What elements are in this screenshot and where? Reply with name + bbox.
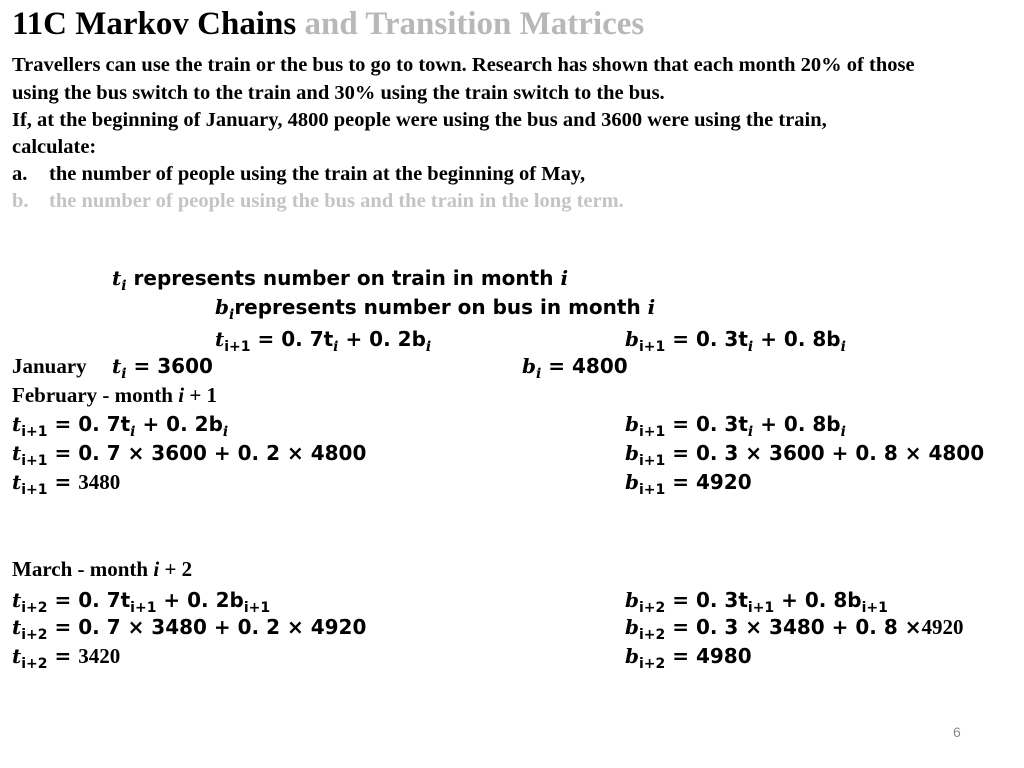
march-bus-result: $b_{i+2} = 4980$ bbox=[625, 644, 752, 672]
february-train-substitution: $t_{i+1} = 0$. 7 × 3600 + 0. 2 × 4800 bbox=[12, 441, 367, 469]
january-label: January bbox=[12, 354, 87, 378]
january-bus: $b_i = 4800$ bbox=[522, 354, 628, 382]
list-item-b-label: b. bbox=[12, 190, 29, 212]
list-item-a-label: a. bbox=[12, 163, 28, 185]
list-item-a-text: the number of people using the train at the beginning of May, bbox=[49, 163, 586, 185]
march-train-substitution: $t_{i+2} = 0$. 7 × 3480 + 0. 2 × 4920 bbox=[12, 615, 367, 643]
february-train-formula: $t_{i+1} = 0$. $7t_i + 0$. $2b_i$ bbox=[12, 412, 229, 440]
title-main: 11C Markov Chains bbox=[12, 6, 297, 42]
problem-line-3: If, at the beginning of January, 4800 people were using the bus and 3600 were using the train, bbox=[12, 109, 827, 131]
march-bus-formula: $b_{i+2} = 0$. $3t_{i+1} + 0$. $8b_{i+1}$ bbox=[625, 588, 888, 616]
title-sub: and Transition Matrices bbox=[304, 6, 645, 42]
january-train: $t_i = 3600$ bbox=[112, 354, 213, 382]
problem-line-4: calculate: bbox=[12, 136, 97, 158]
february-bus-formula: $b_{i+1} = 0$. $3t_i + 0$. $8b_i$ bbox=[625, 412, 846, 440]
recurrence-bus: $b_{i+1} = 0$. $3t_i + 0$. $8b_i$ bbox=[625, 327, 846, 355]
february-bus-substitution: $b_{i+1} = 0$. 3 × 3600 + 0. 8 × 4800 bbox=[625, 441, 985, 469]
february-label: February - month i + 1 bbox=[12, 383, 218, 407]
list-item-b bbox=[12, 188, 624, 215]
page-number: 6 bbox=[953, 724, 961, 740]
list-item-a bbox=[12, 161, 585, 188]
february-train-result: $t_{i+1} = 3480$ bbox=[12, 470, 121, 498]
problem-line-1: Travellers can use the train or the bus to go to town. Research has shown that each month 20% of those bbox=[12, 54, 915, 76]
problem-line-2: using the bus switch to the train and 30% using the train switch to the bus. bbox=[12, 82, 665, 104]
def-bus: $b_irepresents$ number on bus in month i bbox=[215, 295, 656, 323]
february-bus-result: $b_{i+1} = 4920$ bbox=[625, 470, 752, 498]
march-train-result: $t_{i+2} = 3420$ bbox=[12, 644, 121, 672]
slide-title bbox=[12, 6, 644, 43]
march-train-formula: $t_{i+2} = 0$. $7t_{i+1} + 0$. $2b_{i+1}$ bbox=[12, 588, 271, 616]
march-bus-substitution: $b_{i+2} = 0$. 3 × 3480 + 0. 8 ×4920 bbox=[625, 615, 964, 643]
def-train: $t_i$ represents number on train in month i bbox=[112, 266, 569, 294]
march-label: March - month i + 2 bbox=[12, 557, 193, 581]
recurrence-train: $t_{i+1} = 0$. $7t_i + 0$. $2b_i$ bbox=[215, 327, 432, 355]
list-item-b-text: the number of people using the bus and the train in the long term. bbox=[49, 190, 624, 212]
